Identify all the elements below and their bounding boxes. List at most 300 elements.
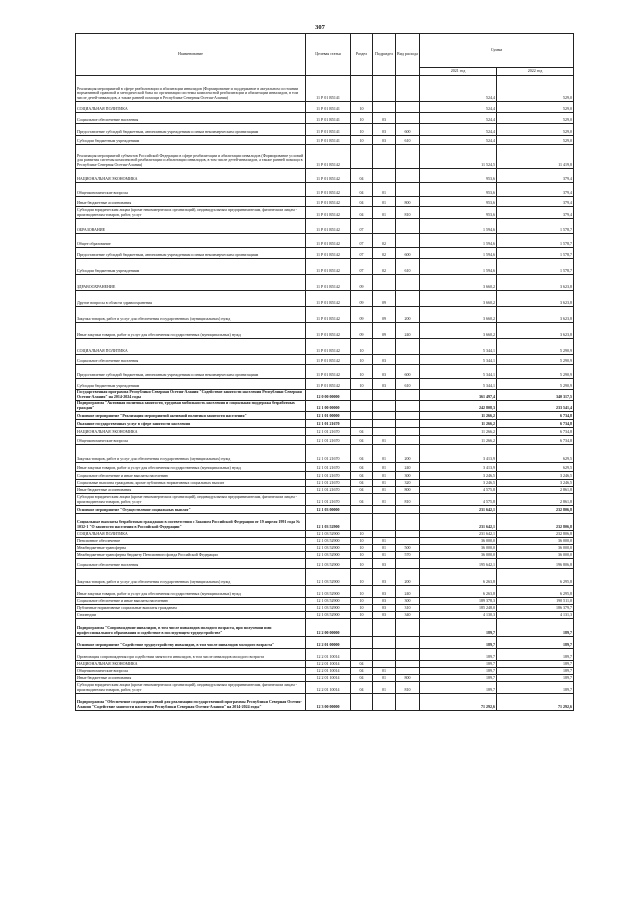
row-section: 10	[351, 544, 373, 551]
row-amount-2022: 232 806,8	[497, 513, 574, 530]
table-row	[76, 275, 574, 291]
row-subsection: 02	[373, 248, 396, 259]
table-row	[76, 323, 574, 339]
row-amount-2022: 379,4	[497, 197, 574, 207]
row-section: 10	[351, 379, 373, 390]
row-name: Организация сопровождения при содействии занятости инвалидов, в том числе инвалидов молодого возраста	[76, 648, 306, 660]
row-amount-2021: 189,7	[420, 660, 497, 667]
row-amount-2021: 231 642,1	[420, 513, 497, 530]
table-row	[76, 169, 574, 183]
row-subsection: 03	[373, 379, 396, 390]
row-name: Иные бюджетные ассигнования	[76, 486, 306, 493]
row-amount-2022: 71 292,6	[497, 693, 574, 710]
row-target-code: 12 1 03 00000	[306, 505, 351, 513]
row-amount-2021: 3 660,2	[420, 275, 497, 291]
row-section	[351, 419, 373, 427]
row-name: Иные закупки товаров, работ и услуг для обеспечения государственных (муниципальных) нужд	[76, 462, 306, 471]
row-amount-2022: 6 734,8	[497, 427, 574, 435]
row-expense-type: 240	[396, 585, 420, 597]
row-name: Межбюджетные трансферты	[76, 544, 306, 551]
table-row	[76, 667, 574, 674]
row-name: Подпрограмма "Активная политика занятости, трудовая мобильность населения и социальная поддержка безработных граждан"	[76, 401, 306, 412]
row-subsection: 01	[373, 207, 396, 219]
header-sum: Сумма	[420, 34, 574, 68]
row-name: Субсидии юридическим лицам (кроме некоммерческих организаций), индивидуальным предпринимателям, физическим лицам - производителям товаров, работ, услуг	[76, 207, 306, 219]
row-amount-2021: 189,7	[420, 674, 497, 681]
row-subsection: 03	[373, 136, 396, 145]
table-row	[76, 486, 574, 493]
row-amount-2022: 6 734,8	[497, 419, 574, 427]
row-amount-2022: 4 131,3	[497, 611, 574, 618]
row-section: 10	[351, 551, 373, 558]
row-subsection: 03	[373, 597, 396, 604]
row-subsection	[373, 618, 396, 636]
row-amount-2022: 529,0	[497, 136, 574, 145]
row-target-code: 12 1 03 52900	[306, 558, 351, 568]
row-amount-2022: 1 578,7	[497, 219, 574, 234]
table-row	[76, 379, 574, 390]
row-target-code: 11 Р 01 R5142	[306, 197, 351, 207]
row-name: Иные закупки товаров, работ и услуг для обеспечения государственных (муниципальных) нужд	[76, 585, 306, 597]
row-expense-type	[396, 219, 420, 234]
table-row	[76, 183, 574, 197]
row-target-code: 11 Р 01 R5142	[306, 207, 351, 219]
row-section: 07	[351, 219, 373, 234]
row-section: 10	[351, 124, 373, 136]
row-amount-2022: 379,4	[497, 207, 574, 219]
table-row	[76, 674, 574, 681]
row-subsection	[373, 102, 396, 113]
row-section: 04	[351, 660, 373, 667]
row-name: Субсидии бюджетным учреждениям	[76, 136, 306, 145]
header-year-2021: 2021 год	[420, 68, 497, 76]
row-expense-type	[396, 427, 420, 435]
row-expense-type: 810	[396, 207, 420, 219]
row-name: Подпрограмма "Сопровождение инвалидов, в том числе инвалидов молодого возраста, при получении ими профессионального образования и содействие в последующем трудоустройстве"	[76, 618, 306, 636]
row-target-code: 12 1 03 52900	[306, 551, 351, 558]
row-expense-type	[396, 558, 420, 568]
row-section: 04	[351, 493, 373, 505]
row-amount-2022: 6 734,8	[497, 435, 574, 444]
row-subsection	[373, 419, 396, 427]
row-amount-2021: 1 594,6	[420, 248, 497, 259]
row-target-code: 11 Р 01 R5142	[306, 355, 351, 365]
row-expense-type: 240	[396, 462, 420, 471]
row-target-code: 11 Р 01 R5141	[306, 124, 351, 136]
row-expense-type: 610	[396, 259, 420, 275]
row-amount-2021: 189,7	[420, 648, 497, 660]
table-row	[76, 136, 574, 145]
row-target-code: 12 1 01 21670	[306, 435, 351, 444]
row-amount-2022: 379,4	[497, 183, 574, 197]
table-row	[76, 558, 574, 568]
row-subsection: 01	[373, 462, 396, 471]
row-expense-type	[396, 537, 420, 544]
table-row	[76, 145, 574, 169]
table-row	[76, 307, 574, 323]
row-amount-2021: 189,7	[420, 636, 497, 648]
header-subsection: Подраздел	[373, 34, 396, 76]
row-expense-type	[396, 113, 420, 124]
row-target-code: 12 1 01 21670	[306, 427, 351, 435]
row-name: Пенсионное обеспечение	[76, 537, 306, 544]
row-target-code: 12 1 01 21670	[306, 486, 351, 493]
row-amount-2021: 36 000,0	[420, 551, 497, 558]
row-amount-2022: 3 246,5	[497, 479, 574, 486]
table-row	[76, 648, 574, 660]
row-amount-2021: 524,4	[420, 124, 497, 136]
table-row	[76, 234, 574, 248]
row-target-code: 12 1 03 52900	[306, 537, 351, 544]
row-name: Социальное обеспечение населения	[76, 558, 306, 568]
row-amount-2021: 3 246,5	[420, 471, 497, 479]
row-amount-2021: 3 246,5	[420, 479, 497, 486]
row-expense-type: 300	[396, 597, 420, 604]
row-target-code: 12 1 01 21670	[306, 444, 351, 462]
row-section: 04	[351, 444, 373, 462]
table-row	[76, 291, 574, 307]
row-amount-2022: 379,4	[497, 169, 574, 183]
row-section: 09	[351, 275, 373, 291]
row-section: 09	[351, 307, 373, 323]
row-section: 09	[351, 291, 373, 307]
table-row	[76, 76, 574, 102]
row-expense-type	[396, 169, 420, 183]
row-amount-2021: 189,7	[420, 618, 497, 636]
row-target-code: 11 Р 01 R5142	[306, 145, 351, 169]
row-subsection: 01	[373, 544, 396, 551]
row-amount-2021: 4 130,3	[420, 611, 497, 618]
row-subsection	[373, 169, 396, 183]
row-amount-2022: 529,0	[497, 102, 574, 113]
row-amount-2022: 190 511,0	[497, 597, 574, 604]
row-section: 10	[351, 355, 373, 365]
row-section: 10	[351, 568, 373, 585]
row-target-code: 11 Р 01 R5142	[306, 234, 351, 248]
row-amount-2021: 3 413,9	[420, 444, 497, 462]
row-name: Предоставление субсидий бюджетным, автономным учреждениям и иным некоммерческим организациям	[76, 248, 306, 259]
row-expense-type: 810	[396, 681, 420, 693]
page-number: 307	[315, 24, 325, 31]
row-amount-2022: 629,5	[497, 444, 574, 462]
table-row	[76, 479, 574, 486]
table-row	[76, 611, 574, 618]
row-amount-2022: 529,0	[497, 76, 574, 102]
row-subsection	[373, 530, 396, 537]
row-expense-type	[396, 530, 420, 537]
row-section	[351, 505, 373, 513]
row-section: 10	[351, 585, 373, 597]
row-target-code: 12 2 01 00000	[306, 636, 351, 648]
row-section: 10	[351, 604, 373, 611]
table-row	[76, 693, 574, 710]
row-amount-2022: 1 578,7	[497, 248, 574, 259]
row-subsection: 09	[373, 291, 396, 307]
row-amount-2022: 1 578,7	[497, 234, 574, 248]
row-target-code: 12 1 03 52900	[306, 604, 351, 611]
header-section: Раздел	[351, 34, 373, 76]
row-amount-2021: 6 263,8	[420, 585, 497, 597]
table-row	[76, 411, 574, 419]
row-target-code: 12 2 01 10014	[306, 660, 351, 667]
row-name: Реализация мероприятий в сфере реабилитации и абилитации инвалидов (Формирование и поддержание в актуальном состоянии нормативной правовой и методической базы по организации системы комплексной реабилитации и абилитации инвалидов, в том числе детей-инвалидов, а также ранней помощи в Республике Северная Осетия-Алания)	[76, 76, 306, 102]
row-amount-2021: 5 344,1	[420, 339, 497, 355]
row-target-code: 12 3 00 00000	[306, 693, 351, 710]
row-amount-2021: 524,4	[420, 113, 497, 124]
table-row	[76, 427, 574, 435]
row-name: Основное мероприятие "Содействие трудоустройству инвалидов, в том числе инвалидов молодого возраста"	[76, 636, 306, 648]
row-name: Публичные нормативные социальные выплаты гражданам	[76, 604, 306, 611]
row-amount-2021: 524,4	[420, 102, 497, 113]
row-name: Подпрограмма "Обеспечение создания условий для реализации государственной программы Республики Северная Осетия-Алания "Содействие занятости населения Республики Северная Осетия-Алания" на 2014-2024 годы"	[76, 693, 306, 710]
row-amount-2022: 5 290,9	[497, 339, 574, 355]
row-section: 04	[351, 169, 373, 183]
table-row	[76, 604, 574, 611]
table-row	[76, 544, 574, 551]
row-amount-2022: 529,0	[497, 113, 574, 124]
row-section: 10	[351, 597, 373, 604]
row-amount-2022: 3 623,8	[497, 291, 574, 307]
row-subsection	[373, 636, 396, 648]
table-row	[76, 248, 574, 259]
table-row	[76, 505, 574, 513]
row-amount-2021: 4 575,8	[420, 493, 497, 505]
row-target-code: 12 1 01 21670	[306, 493, 351, 505]
row-amount-2021: 3 660,2	[420, 307, 497, 323]
row-subsection: 01	[373, 667, 396, 674]
row-subsection: 03	[373, 604, 396, 611]
row-amount-2021: 1 594,6	[420, 219, 497, 234]
row-target-code: 11 Р 01 R5142	[306, 169, 351, 183]
row-name: Межбюджетные трансферты бюджету Пенсионного фонда Российской Федерации	[76, 551, 306, 558]
row-section	[351, 390, 373, 401]
row-expense-type: 300	[396, 471, 420, 479]
row-section: 04	[351, 462, 373, 471]
row-expense-type	[396, 667, 420, 674]
table-row	[76, 444, 574, 462]
row-subsection: 01	[373, 537, 396, 544]
row-target-code: 12 0 00 00000	[306, 390, 351, 401]
row-name: Основное мероприятие "Реализация мероприятий активной политики занятости населения"	[76, 411, 306, 419]
row-section: 07	[351, 248, 373, 259]
row-amount-2022: 2 861,8	[497, 493, 574, 505]
row-amount-2022: 2 861,8	[497, 486, 574, 493]
row-name: Государственная программа Республики Северная Осетия-Алания "Содействие занятости населения Республики Северная Осетия-Алания" на 2014-2024 годы	[76, 390, 306, 401]
row-amount-2021: 953,6	[420, 183, 497, 197]
row-expense-type: 800	[396, 674, 420, 681]
row-expense-type: 310	[396, 604, 420, 611]
row-name: Общеэкономические вопросы	[76, 667, 306, 674]
row-target-code: 11 Р 01 R5142	[306, 379, 351, 390]
row-subsection: 03	[373, 113, 396, 124]
table-row	[76, 390, 574, 401]
row-subsection: 01	[373, 435, 396, 444]
row-amount-2021: 5 344,1	[420, 355, 497, 365]
row-expense-type	[396, 419, 420, 427]
row-expense-type	[396, 355, 420, 365]
row-section: 04	[351, 435, 373, 444]
row-amount-2021: 11 266,2	[420, 419, 497, 427]
row-expense-type: 800	[396, 486, 420, 493]
row-amount-2022: 6 734,8	[497, 411, 574, 419]
row-target-code: 12 1 01 21670	[306, 419, 351, 427]
row-name: Закупка товаров, работ и услуг для обеспечения государственных (муниципальных) нужд	[76, 444, 306, 462]
row-amount-2022: 189,7	[497, 618, 574, 636]
row-expense-type	[396, 183, 420, 197]
row-section: 04	[351, 479, 373, 486]
row-name: НАЦИОНАЛЬНАЯ ЭКОНОМИКА	[76, 169, 306, 183]
row-subsection: 01	[373, 551, 396, 558]
row-section: 04	[351, 667, 373, 674]
row-amount-2022: 232 806,8	[497, 530, 574, 537]
budget-table	[75, 33, 574, 711]
row-amount-2022: 36 000,0	[497, 544, 574, 551]
row-target-code: 12 2 01 10014	[306, 667, 351, 674]
row-amount-2022: 3 623,8	[497, 323, 574, 339]
row-subsection: 09	[373, 307, 396, 323]
row-expense-type: 600	[396, 124, 420, 136]
row-target-code: 11 Р 01 R5141	[306, 102, 351, 113]
row-target-code: 12 1 03 52900	[306, 585, 351, 597]
row-section: 10	[351, 530, 373, 537]
table-row	[76, 355, 574, 365]
row-section	[351, 513, 373, 530]
row-section: 07	[351, 259, 373, 275]
row-amount-2021: 11 266,2	[420, 427, 497, 435]
row-section: 04	[351, 197, 373, 207]
row-amount-2021: 36 000,0	[420, 544, 497, 551]
row-expense-type: 610	[396, 379, 420, 390]
row-name: Субсидии бюджетным учреждениям	[76, 259, 306, 275]
row-expense-type	[396, 145, 420, 169]
row-amount-2021: 189,7	[420, 667, 497, 674]
row-subsection	[373, 693, 396, 710]
row-amount-2022: 189,7	[497, 636, 574, 648]
row-section: 04	[351, 674, 373, 681]
table-row	[76, 471, 574, 479]
row-expense-type: 570	[396, 551, 420, 558]
row-amount-2022: 189,7	[497, 674, 574, 681]
row-name: Закупка товаров, работ и услуг для обеспечения государственных (муниципальных) нужд	[76, 568, 306, 585]
row-section: 10	[351, 113, 373, 124]
row-subsection	[373, 505, 396, 513]
row-expense-type: 600	[396, 248, 420, 259]
row-expense-type	[396, 76, 420, 102]
row-amount-2021: 189,7	[420, 681, 497, 693]
table-row	[76, 660, 574, 667]
row-name: Социальные выплаты гражданам, кроме публичных нормативных социальных выплат	[76, 479, 306, 486]
row-target-code: 12 2 00 00000	[306, 618, 351, 636]
row-expense-type: 800	[396, 197, 420, 207]
row-subsection: 02	[373, 234, 396, 248]
row-expense-type	[396, 390, 420, 401]
row-expense-type	[396, 401, 420, 412]
row-amount-2021: 11 524,5	[420, 145, 497, 169]
table-row	[76, 636, 574, 648]
row-name: Закупка товаров, работ и услуг для обеспечения государственных (муниципальных) нужд	[76, 307, 306, 323]
row-amount-2021: 953,6	[420, 197, 497, 207]
row-target-code: 11 Р 01 R5142	[306, 365, 351, 379]
row-subsection: 01	[373, 486, 396, 493]
row-section: 10	[351, 136, 373, 145]
row-amount-2021: 361 497,4	[420, 390, 497, 401]
row-amount-2021: 1 594,6	[420, 234, 497, 248]
row-amount-2022: 6 295,8	[497, 585, 574, 597]
row-amount-2022: 5 290,9	[497, 365, 574, 379]
row-subsection: 03	[373, 568, 396, 585]
row-name: Социальное обеспечение и иные выплаты населению	[76, 471, 306, 479]
row-amount-2022: 232 806,8	[497, 505, 574, 513]
row-target-code: 11 Р 01 R5141	[306, 113, 351, 124]
row-name: СОЦИАЛЬНАЯ ПОЛИТИКА	[76, 339, 306, 355]
row-amount-2022: 233 541,4	[497, 401, 574, 412]
row-name: НАЦИОНАЛЬНАЯ ЭКОНОМИКА	[76, 660, 306, 667]
row-target-code: 11 Р 01 R5142	[306, 307, 351, 323]
table-row	[76, 419, 574, 427]
table-row	[76, 339, 574, 355]
row-section	[351, 411, 373, 419]
row-amount-2021: 3 413,9	[420, 462, 497, 471]
row-expense-type: 810	[396, 493, 420, 505]
row-expense-type: 600	[396, 365, 420, 379]
table-row	[76, 585, 574, 597]
row-expense-type: 340	[396, 611, 420, 618]
row-target-code: 12 2 01 10014	[306, 648, 351, 660]
row-section	[351, 145, 373, 169]
row-expense-type	[396, 636, 420, 648]
row-subsection: 01	[373, 493, 396, 505]
header-expense-type: Вид расхода	[396, 34, 420, 76]
table-row	[76, 219, 574, 234]
row-target-code: 11 Р 01 R5141	[306, 136, 351, 145]
row-amount-2022: 3 246,5	[497, 471, 574, 479]
table-row	[76, 568, 574, 585]
row-amount-2022: 6 295,8	[497, 568, 574, 585]
row-target-code: 12 1 01 00000	[306, 411, 351, 419]
row-section: 09	[351, 323, 373, 339]
row-amount-2021: 5 344,1	[420, 379, 497, 390]
row-subsection	[373, 275, 396, 291]
row-subsection	[373, 648, 396, 660]
row-subsection: 03	[373, 124, 396, 136]
row-amount-2022: 189,7	[497, 681, 574, 693]
row-expense-type: 200	[396, 307, 420, 323]
row-name: Иные бюджетные ассигнования	[76, 197, 306, 207]
row-section: 04	[351, 183, 373, 197]
row-expense-type	[396, 291, 420, 307]
row-subsection: 09	[373, 323, 396, 339]
row-subsection: 01	[373, 681, 396, 693]
row-subsection: 01	[373, 197, 396, 207]
row-amount-2022: 340 317,5	[497, 390, 574, 401]
row-amount-2021: 3 660,2	[420, 323, 497, 339]
table-row	[76, 597, 574, 604]
row-amount-2021: 4 575,8	[420, 486, 497, 493]
row-section: 10	[351, 558, 373, 568]
row-name: Субсидии бюджетным учреждениям	[76, 379, 306, 390]
row-amount-2021: 3 660,2	[420, 291, 497, 307]
row-target-code: 11 Р 01 R5141	[306, 76, 351, 102]
row-expense-type	[396, 435, 420, 444]
row-section	[351, 648, 373, 660]
row-expense-type	[396, 618, 420, 636]
row-subsection	[373, 390, 396, 401]
table-row	[76, 124, 574, 136]
row-target-code: 12 1 03 52900	[306, 611, 351, 618]
row-section: 10	[351, 339, 373, 355]
row-subsection: 01	[373, 444, 396, 462]
row-amount-2021: 231 642,1	[420, 530, 497, 537]
